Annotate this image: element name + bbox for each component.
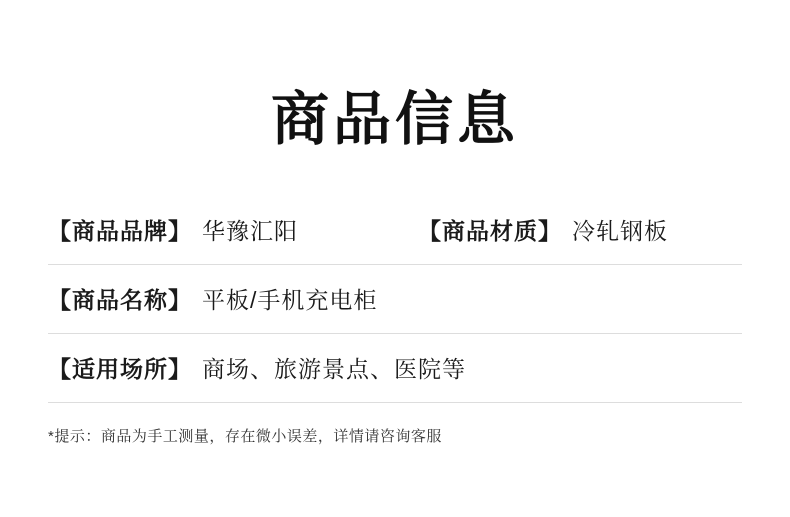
spec-list [48, 196, 742, 403]
spec-cell-material [418, 213, 668, 246]
spec-value: 商场、旅游景点、医院等 [202, 356, 466, 383]
spec-value: 平板/手机充电柜 [202, 287, 378, 314]
spec-row [48, 334, 742, 403]
spec-label: 【商品名称】 [48, 287, 192, 314]
spec-row [48, 196, 742, 265]
spec-cell-usage-place [48, 351, 466, 384]
page-title: 商品信息 [270, 87, 519, 152]
spec-value: 华豫汇阳 [202, 218, 298, 245]
spec-cell-brand [48, 213, 418, 246]
spec-row [48, 265, 742, 334]
spec-label: 【适用场所】 [48, 356, 192, 383]
disclaimer-note: *提示：商品为手工测量，存在微小误差，详情请咨询客服 [48, 427, 442, 445]
spec-value: 冷轧钢板 [572, 218, 668, 245]
spec-cell-name [48, 282, 418, 315]
spec-label: 【商品品牌】 [48, 218, 192, 245]
title-block [40, 88, 750, 152]
spec-label: 【商品材质】 [418, 218, 562, 245]
